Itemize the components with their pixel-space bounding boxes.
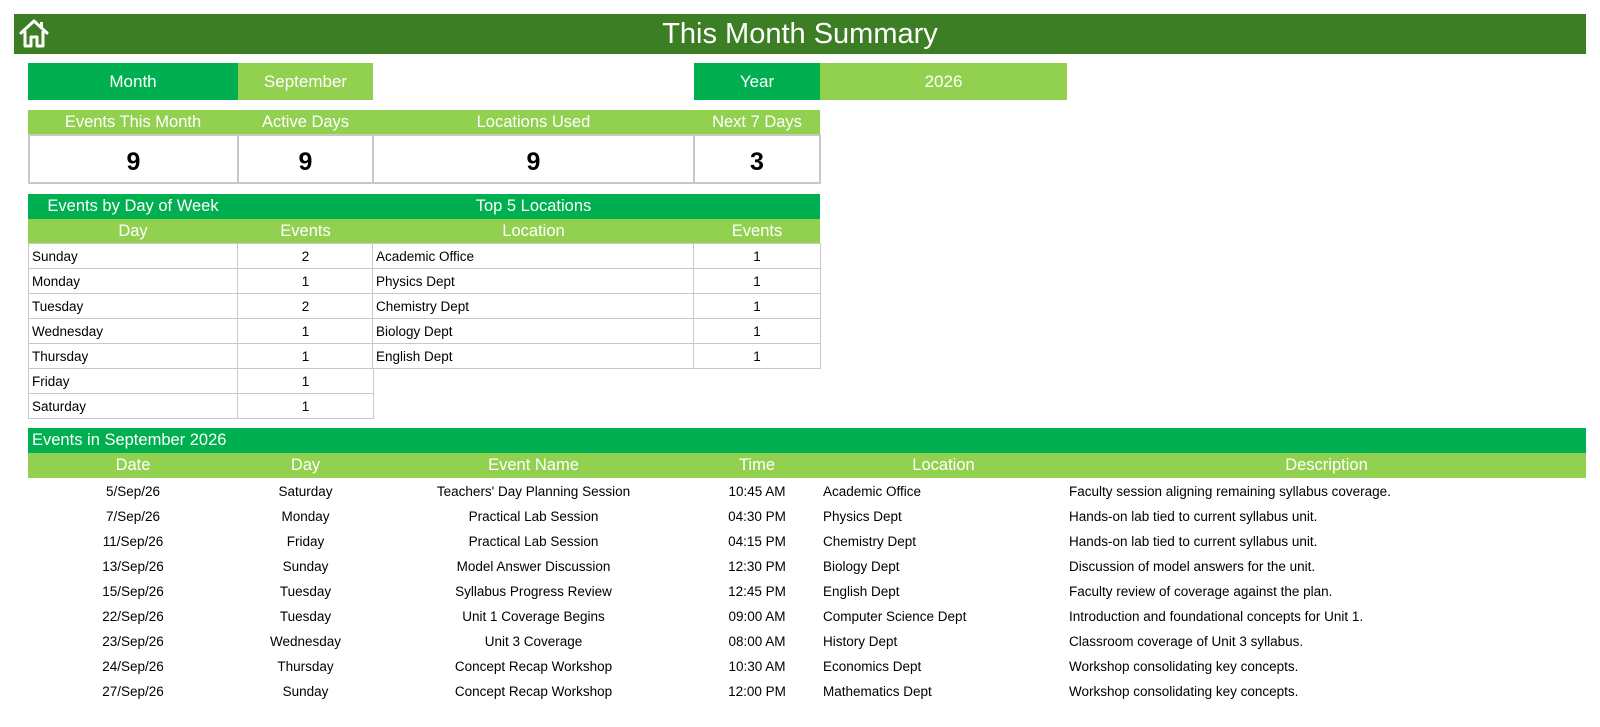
event-description: Faculty review of coverage against the plan. <box>1069 584 1333 599</box>
event-time: 12:00 PM <box>728 684 786 699</box>
by-day-row-day: Friday <box>28 368 239 394</box>
event-location: English Dept <box>823 584 900 599</box>
event-time: 10:45 AM <box>728 484 786 499</box>
year-select[interactable]: 2026 <box>820 63 1067 100</box>
by-day-col-events: Events <box>238 219 373 244</box>
top-location-row-events: 1 <box>693 268 821 294</box>
kpi-value-active-days: 9 <box>237 134 374 184</box>
event-date: 22/Sep/26 <box>102 609 164 624</box>
event-description: Workshop consolidating key concepts. <box>1069 659 1299 674</box>
top-location-row-events: 1 <box>693 293 821 319</box>
event-location: Computer Science Dept <box>823 609 967 624</box>
kpi-value-events-this-month: 9 <box>28 134 239 184</box>
year-label: Year <box>694 63 820 100</box>
event-time: 04:30 PM <box>728 509 786 524</box>
event-day: Sunday <box>282 559 329 574</box>
event-description: Discussion of model answers for the unit. <box>1069 559 1316 574</box>
top-location-row-name: Academic Office <box>372 243 695 269</box>
event-day: Tuesday <box>279 584 332 599</box>
event-row <box>28 479 1586 504</box>
events-col-name: Event Name <box>488 456 579 474</box>
kpi-label-events-this-month: Events This Month <box>28 110 238 135</box>
event-location: Mathematics Dept <box>823 684 932 699</box>
event-row <box>28 679 1586 704</box>
by-day-row-events: 2 <box>237 243 374 269</box>
event-name: Practical Lab Session <box>468 534 599 549</box>
event-location: Chemistry Dept <box>823 534 917 549</box>
event-date: 15/Sep/26 <box>102 584 164 599</box>
top-location-row-name: Biology Dept <box>372 318 695 344</box>
event-row <box>28 529 1586 554</box>
event-row <box>28 604 1586 629</box>
top-locations-col-location: Location <box>373 219 694 244</box>
by-day-row-events: 1 <box>237 318 374 344</box>
top-location-row-name: English Dept <box>372 343 695 369</box>
event-name: Concept Recap Workshop <box>454 659 613 674</box>
kpi-value-next-7-days: 3 <box>693 134 821 184</box>
event-row <box>28 654 1586 679</box>
event-location: Economics Dept <box>823 659 922 674</box>
top-locations-title: Top 5 Locations <box>475 197 592 215</box>
event-row <box>28 554 1586 579</box>
event-row <box>28 504 1586 529</box>
event-date: 5/Sep/26 <box>105 484 161 499</box>
by-day-row-day: Thursday <box>28 343 239 369</box>
event-day: Monday <box>281 509 330 524</box>
event-day: Tuesday <box>279 609 332 624</box>
by-day-row-events: 1 <box>237 393 374 419</box>
events-col-location: Location <box>912 456 975 474</box>
event-day: Thursday <box>277 659 334 674</box>
event-location: Physics Dept <box>823 509 902 524</box>
event-time: 12:30 PM <box>728 559 786 574</box>
by-day-row-events: 2 <box>237 293 374 319</box>
top-location-row-name: Chemistry Dept <box>372 293 695 319</box>
events-col-time: Time <box>738 456 776 474</box>
event-location: Biology Dept <box>823 559 900 574</box>
by-day-row-events: 1 <box>237 368 374 394</box>
event-description: Hands-on lab tied to current syllabus unit. <box>1069 509 1318 524</box>
event-name: Model Answer Discussion <box>456 559 611 574</box>
event-time: 12:45 PM <box>728 584 786 599</box>
events-title: Events in September 2026 <box>28 428 1586 453</box>
event-description: Introduction and foundational concepts for Unit 1. <box>1069 609 1364 624</box>
by-day-row-events: 1 <box>237 268 374 294</box>
event-day: Friday <box>286 534 325 549</box>
event-name: Practical Lab Session <box>468 509 599 524</box>
top-location-row-events: 1 <box>693 243 821 269</box>
events-header-row <box>28 453 1586 478</box>
home-icon[interactable] <box>18 17 50 49</box>
by-day-row-day: Monday <box>28 268 239 294</box>
by-day-row-day: Tuesday <box>28 293 239 319</box>
event-time: 08:00 AM <box>728 634 786 649</box>
event-description: Classroom coverage of Unit 3 syllabus. <box>1069 634 1304 649</box>
kpi-label-locations-used: Locations Used <box>373 110 694 135</box>
event-name: Unit 3 Coverage <box>484 634 583 649</box>
event-time: 09:00 AM <box>728 609 786 624</box>
event-date: 13/Sep/26 <box>102 559 164 574</box>
event-day: Sunday <box>282 684 329 699</box>
event-row <box>28 579 1586 604</box>
event-day: Saturday <box>278 484 333 499</box>
by-day-row-day: Sunday <box>28 243 239 269</box>
event-time: 10:30 AM <box>728 659 786 674</box>
event-date: 23/Sep/26 <box>102 634 164 649</box>
event-location: History Dept <box>823 634 898 649</box>
event-day: Wednesday <box>269 634 342 649</box>
page-title: This Month Summary <box>662 17 938 50</box>
kpi-label-active-days: Active Days <box>238 110 373 135</box>
events-col-day: Day <box>290 456 321 474</box>
month-label: Month <box>28 63 238 100</box>
title-bar <box>14 14 1586 54</box>
event-date: 7/Sep/26 <box>105 509 161 524</box>
by-day-col-day: Day <box>28 219 238 244</box>
event-time: 04:15 PM <box>728 534 786 549</box>
event-row <box>28 629 1586 654</box>
event-date: 24/Sep/26 <box>102 659 164 674</box>
month-select[interactable]: September <box>238 63 373 100</box>
by-day-title: Events by Day of Week <box>47 197 219 215</box>
event-description: Faculty session aligning remaining syllabus coverage. <box>1069 484 1391 499</box>
kpi-label-next-7-days: Next 7 Days <box>694 110 820 135</box>
event-name: Concept Recap Workshop <box>454 684 613 699</box>
kpi-value-locations-used: 9 <box>372 134 695 184</box>
by-day-row-events: 1 <box>237 343 374 369</box>
by-day-row-day: Wednesday <box>28 318 239 344</box>
by-day-row-day: Saturday <box>28 393 239 419</box>
event-description: Hands-on lab tied to current syllabus unit. <box>1069 534 1318 549</box>
top-location-row-name: Physics Dept <box>372 268 695 294</box>
event-name: Syllabus Progress Review <box>455 584 612 599</box>
top-locations-col-events: Events <box>694 219 820 244</box>
event-date: 27/Sep/26 <box>102 684 164 699</box>
event-location: Academic Office <box>823 484 922 499</box>
event-name: Unit 1 Coverage Begins <box>462 609 605 624</box>
event-date: 11/Sep/26 <box>102 534 164 549</box>
event-name: Teachers' Day Planning Session <box>436 484 631 499</box>
event-description: Workshop consolidating key concepts. <box>1069 684 1299 699</box>
top-location-row-events: 1 <box>693 318 821 344</box>
top-location-row-events: 1 <box>693 343 821 369</box>
events-col-description: Description <box>1285 456 1368 474</box>
events-col-date: Date <box>115 456 151 474</box>
